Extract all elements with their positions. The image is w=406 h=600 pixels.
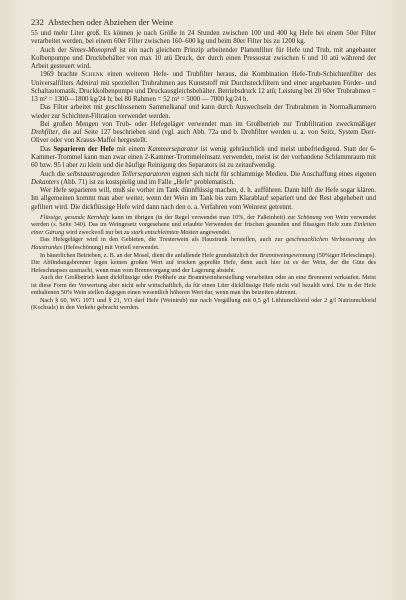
paragraph: Auch die selbstaustragenden Tellerseparatoren eignen sich nicht für schlammige Medien. Die Anschaffung eines eigenen Dekanters (Abb. 71) ist zu kostspielig und im Falle „Hefe“ problematisch. [31, 170, 377, 186]
paragraph: Bei großen Mengen von Trub- oder Hefegeläger verwendet man im Großbetrieb zur Trubfiltration zweckmäßiger Drehfilter, die auf Seite 127 beschrieben sind (vgl. auch Abb. 72a und b. Drehfilter werden u. a. von Seitz, System Dorr-Oliver oder von Krauss-Maffei hergestellt. [31, 120, 376, 145]
paragraph: Nach § 60, WG 1971 und § 21, VO darf Hefe (Weintrub) nur nach Vergällung mit 0,5 g/l Lithiumchlorid oder 2 g/l Natriumchlorid (Kochsalz) in den Verkehr gebracht werden. [31, 297, 376, 312]
running-head [31, 17, 376, 27]
chapter-header: Abstechen oder Abziehen der Weine [48, 17, 174, 27]
page-number: 232 [31, 17, 44, 27]
main-text [31, 30, 376, 212]
paragraph: In bäuerlichen Betrieben, z. B. an der Mosel, dient die anfallende Hefe grundsätzlich der Branntweingewinnung (50%iger Hefeschnaps). Die Abfindungsbrenner legen keinen großen Wert auf trocken gepreßte Hefe, denn auch hier ist es der Wein, der die Güte des Hefeschnapses ausmacht, wenn man vom Brennvorgang und der Lagerung absieht. [31, 252, 376, 274]
paragraph: 55 und mehr Liter groß. Es können je nach Größe in 24 Stunden zwischen 100 und 400 kg Hefe bei einem 50er Filter verarbeitet werden, bei einem 60er Filter zwischen 160–600 kg und beim 80er Filter bis zu 1200 kg. [31, 30, 376, 46]
paragraph: 1969 brachte Schenk einen weiteren Hefe- und Trubfilter heraus, die Kombination Hefe-Trub-Schichtenfilter des Universalfilters Admiral mit speziellen Trubrahmen aus Kunststoff mit Durchsteckfiltern und einer angebauten Förder- und Schaltautomatik, Druckkolbenpumpe und Druckausgleichsbehälter. Betriebsdruck 12 atü; Leistung bei 20 60er Trubrahmen = 13 m² = 1300—1800 kg/24 h; bei 80 Rahmen = 52 m² = 5000 — 7000 kg/24 h. [31, 71, 377, 104]
paragraph: Das Hefegeläger wird in den Gebieten, die Tresterwein als Haustrunk herstellen, auch zur geschmacklichen Verbesserung des Haustrunkes (Hefeschönung) mit Vorteil verwendet. [31, 237, 376, 252]
paragraph: Das Separieren der Hefe mit einem Kammerseparator ist wenig gebräuchlich und meist unbefriedigend. Statt der 6-Kammer-Trommel kann man zwar einen 2-Kammer-Trommeleinsatz verwenden, meist ist der vorhandene Schlammraum mit 60 bzw. 95 l aber zu klein und die häufige Reinigung des Separators ist zu zeitaufwendig. [31, 145, 377, 170]
paragraph: Wer Hefe separieren will, muß sie vorher im Tank dünnflüssig machen, d. h. aufführen. Dann hilft die Hefe sogar klären. Im allgemeinen kommt man aber weiter, wenn der Wein im Tank bis zum Klarablauf separiert und der Rest abgehebert und gefiltert wird. Die dickflüssige Hefe wird dann nach den o. a. Verfahren vom Weinrest getrennt. [31, 187, 376, 211]
paragraph: Auch der Großbetrieb kann dickflüssige oder Preßhefe zur Branntweinherstellung verarbeiten oder an eine Brennerei verkaufen. Meist ist diese Form der Verwertung aber nicht sehr wirtschaftlich, da für einen Liter dickflüssige Hefe nicht viel bezahlt wird. Die in der Hefe enthaltenen 50% Wein stellen dagegen einen wesentlich höheren Wert dar, wenn man ihn beizeiten abtrennt. [31, 275, 376, 297]
paragraph: Das Filter arbeitet mit geschlossenem Sammelkanal und kann durch Auswechseln der Trubrahmen in Normalkammern wieder zur Schichten-Filtration verwendet werden. [31, 104, 376, 120]
paragraph: Auch der Simex-Monopreß ist ein nach gleichem Prinzip arbeitender Plattenfilter für Hefe und Trub, mit angebauter Kolbenpumpe und Druckbehälter von max 10 atü Druck, der durch einen Pressostat zwischen 6 und 10 atü während der Arbeit gesteuert wird. [31, 46, 376, 71]
small-print-section [31, 215, 376, 313]
paragraph: Flüssige, gesunde Kernhefe kann im übrigen (in der Regel verwendet man 10%, der Faßeinheit) zur Schönung von Wein verwendet werden (s. Seite 340). Das im Weingesetz vorgesehene und erlaubte Verwenden der frischen gesunden und flüssigen Hefe zum Einleiten einer Gärung wird zweckvoll nur bei zu stark entschleimten Mosten angewendet. [31, 214, 376, 236]
